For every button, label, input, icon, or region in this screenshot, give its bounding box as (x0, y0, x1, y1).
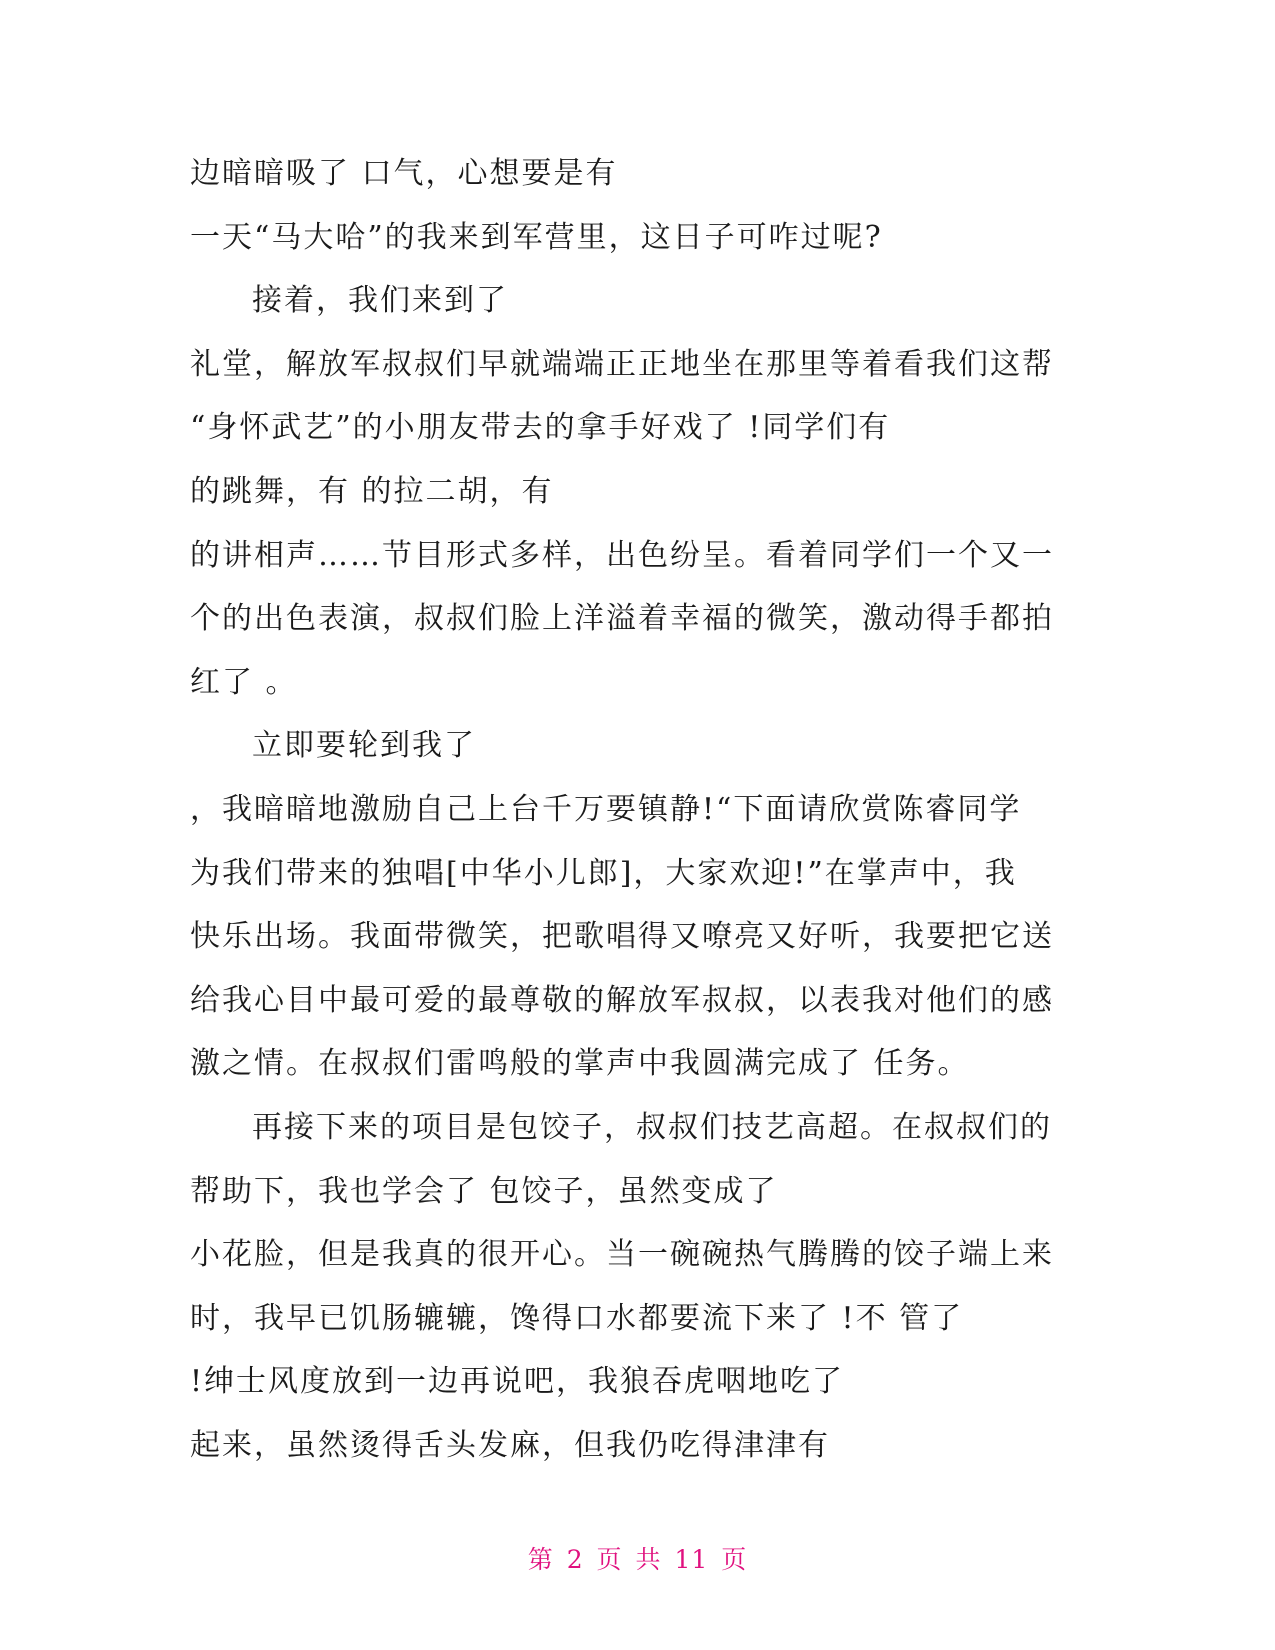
text-line: 激之情。在叔叔们雷鸣般的掌声中我圆满完成了 任务。 (190, 1046, 970, 1082)
body-text (190, 142, 1090, 1477)
text-line: 一天“马大哈”的我来到军营里，这日子可咋过呢? (190, 219, 883, 255)
text-line: 起来，虽然烫得舌头发麻，但我仍吃得津津有 (190, 1427, 830, 1463)
footer-page-label: 页 (596, 1545, 623, 1574)
text-line: 再接下来的项目是包饺子，叔叔们技艺高超。在叔叔们的 (252, 1109, 1052, 1145)
text-line: 的讲相声……节目形式多样，出色纷呈。看着同学们一个又一 (190, 537, 1054, 573)
text-line: 时，我早已饥肠辘辘，馋得口水都要流下来了 !不 管了 (190, 1300, 964, 1336)
footer-total-prefix: 共 (635, 1545, 662, 1574)
page-footer (0, 1540, 1275, 1576)
text-line: 为我们带来的独唱[中华小儿郎]，大家欢迎!”在掌声中，我 (190, 855, 1017, 891)
text-line: “身怀武艺”的小朋友带去的拿手好戏了 !同学们有 (190, 410, 891, 446)
text-line: 边暗暗吸了 口气，心想要是有 (190, 156, 618, 191)
text-line: 立即要轮到我了 (252, 728, 476, 764)
footer-prefix: 第 (527, 1545, 554, 1574)
text-line: 小花脸，但是我真的很开心。当一碗碗热气腾腾的饺子端上来 (190, 1237, 1054, 1273)
text-line: 快乐出场。我面带微笑，把歌唱得又嘹亮又好听，我要把它送 (190, 919, 1054, 955)
footer-total-label: 页 (721, 1545, 748, 1574)
footer-current-page: 2 (566, 1545, 584, 1574)
footer-total-pages: 11 (674, 1545, 709, 1574)
text-line: 帮助下，我也学会了 包饺子，虽然变成了 (190, 1173, 778, 1209)
text-line: !绅士风度放到一边再说吧，我狼吞虎咽地吃了 (190, 1364, 845, 1400)
text-line: 接着，我们来到了 (252, 283, 508, 319)
text-line: 红了 。 (190, 664, 298, 700)
text-line: 礼堂，解放军叔叔们早就端端正正地坐在那里等着看我们这帮 (190, 346, 1054, 382)
text-line: 给我心目中最可爱的最尊敬的解放军叔叔，以表我对他们的感 (190, 982, 1054, 1018)
text-line: ，我暗暗地激励自己上台千万要镇静!“下面请欣赏陈睿同学 (190, 791, 1022, 827)
text-line: 个的出色表演，叔叔们脸上洋溢着幸福的微笑，激动得手都拍 (190, 601, 1054, 637)
text-line: 的跳舞，有 的拉二胡，有 (190, 473, 554, 509)
